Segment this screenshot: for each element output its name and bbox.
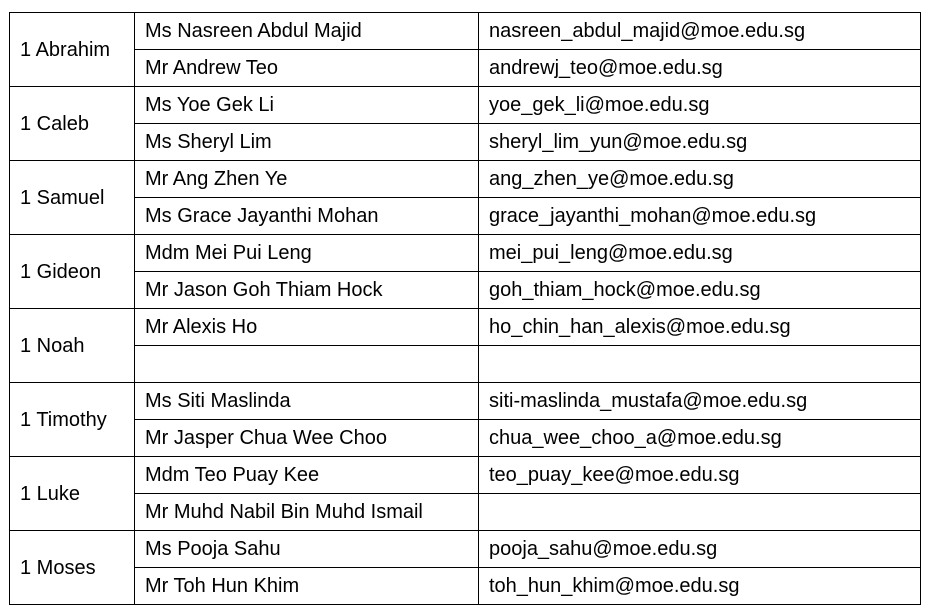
- teacher-email-cell: teo_puay_kee@moe.edu.sg: [479, 457, 921, 494]
- teacher-name-cell: Mr Alexis Ho: [135, 309, 479, 346]
- class-cell: 1 Caleb: [10, 87, 135, 161]
- teacher-name-cell: Mdm Teo Puay Kee: [135, 457, 479, 494]
- teacher-name-cell: Mr Muhd Nabil Bin Muhd Ismail: [135, 494, 479, 531]
- teacher-name-cell: Ms Siti Maslinda: [135, 383, 479, 420]
- teacher-email-cell: toh_hun_khim@moe.edu.sg: [479, 568, 921, 605]
- teacher-email-cell: nasreen_abdul_majid@moe.edu.sg: [479, 13, 921, 50]
- teacher-name-cell: Mr Jasper Chua Wee Choo: [135, 420, 479, 457]
- teacher-name-cell: Ms Yoe Gek Li: [135, 87, 479, 124]
- teacher-name-cell: [135, 346, 479, 383]
- teacher-email-cell: yoe_gek_li@moe.edu.sg: [479, 87, 921, 124]
- table-row: [10, 161, 921, 198]
- class-cell: 1 Abrahim: [10, 13, 135, 87]
- teacher-email-cell: ang_zhen_ye@moe.edu.sg: [479, 161, 921, 198]
- teacher-name-cell: Mdm Mei Pui Leng: [135, 235, 479, 272]
- teacher-email-cell: grace_jayanthi_mohan@moe.edu.sg: [479, 198, 921, 235]
- table-row: [10, 235, 921, 272]
- form-teachers-table: [9, 12, 921, 605]
- table-row: [10, 50, 921, 87]
- teacher-name-cell: Mr Toh Hun Khim: [135, 568, 479, 605]
- table-row: [10, 13, 921, 50]
- teacher-name-cell: Mr Ang Zhen Ye: [135, 161, 479, 198]
- teacher-name-cell: Mr Jason Goh Thiam Hock: [135, 272, 479, 309]
- teacher-email-cell: mei_pui_leng@moe.edu.sg: [479, 235, 921, 272]
- teacher-email-cell: siti-maslinda_mustafa@moe.edu.sg: [479, 383, 921, 420]
- table-row: [10, 420, 921, 457]
- teacher-email-cell: andrewj_teo@moe.edu.sg: [479, 50, 921, 87]
- class-cell: 1 Samuel: [10, 161, 135, 235]
- class-cell: 1 Moses: [10, 531, 135, 605]
- table-row: [10, 568, 921, 605]
- class-cell: 1 Luke: [10, 457, 135, 531]
- teacher-name-cell: Ms Grace Jayanthi Mohan: [135, 198, 479, 235]
- teacher-email-cell: [479, 494, 921, 531]
- teacher-email-cell: [479, 346, 921, 383]
- table-row: [10, 531, 921, 568]
- table-row: [10, 87, 921, 124]
- teacher-name-cell: Ms Nasreen Abdul Majid: [135, 13, 479, 50]
- table-row: [10, 272, 921, 309]
- teacher-email-cell: sheryl_lim_yun@moe.edu.sg: [479, 124, 921, 161]
- table-row: [10, 494, 921, 531]
- teacher-email-cell: ho_chin_han_alexis@moe.edu.sg: [479, 309, 921, 346]
- teacher-email-cell: chua_wee_choo_a@moe.edu.sg: [479, 420, 921, 457]
- class-cell: 1 Noah: [10, 309, 135, 383]
- teacher-name-cell: Ms Pooja Sahu: [135, 531, 479, 568]
- teacher-name-cell: Ms Sheryl Lim: [135, 124, 479, 161]
- teacher-email-cell: pooja_sahu@moe.edu.sg: [479, 531, 921, 568]
- table-row: [10, 124, 921, 161]
- table-row: [10, 383, 921, 420]
- teacher-name-cell: Mr Andrew Teo: [135, 50, 479, 87]
- teacher-email-cell: goh_thiam_hock@moe.edu.sg: [479, 272, 921, 309]
- table-row: [10, 198, 921, 235]
- class-cell: 1 Gideon: [10, 235, 135, 309]
- table-row: [10, 457, 921, 494]
- table-row: [10, 346, 921, 383]
- table-row: [10, 309, 921, 346]
- class-cell: 1 Timothy: [10, 383, 135, 457]
